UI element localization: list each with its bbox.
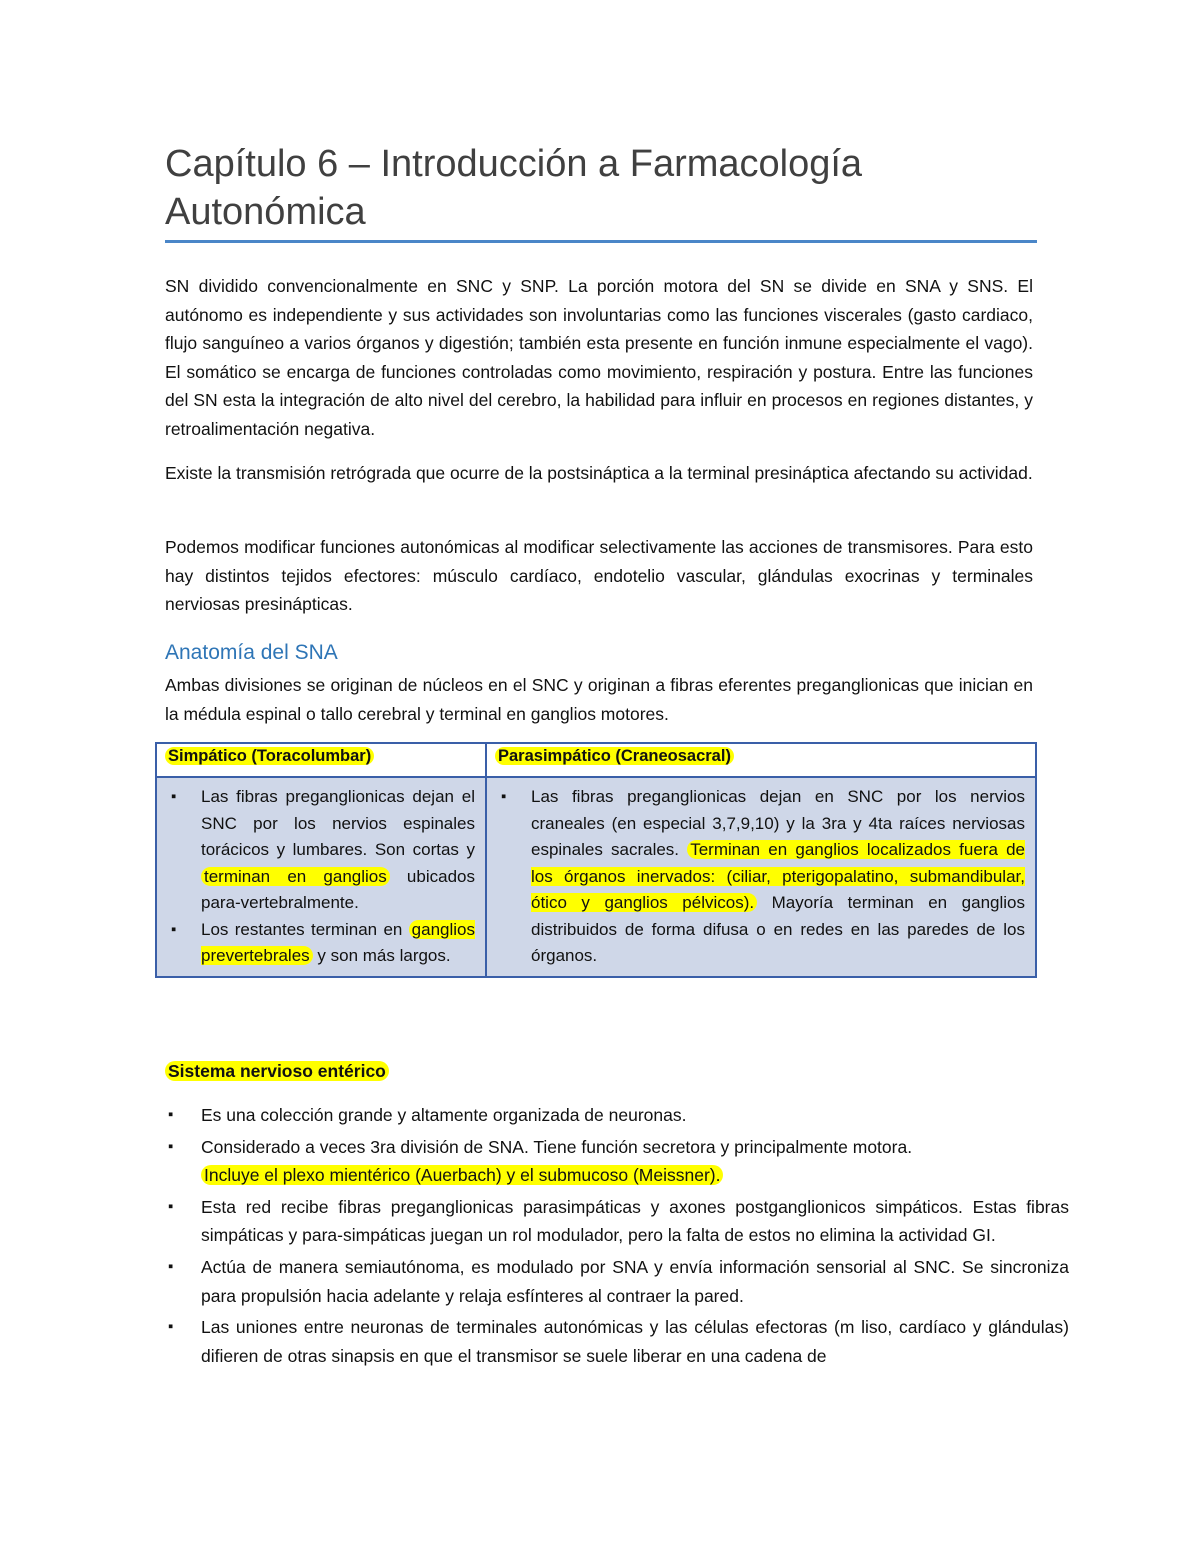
list-item: ▪ Esta red recibe fibras preganglionicas parasimpáticas y axones postganglionicos simpáticos. Estas fibras simpáticas y para-simpáticas juegan un rol modulador, pero la falta de estos no elimina la actividad GI.	[201, 1193, 1069, 1250]
header-highlight: Simpático (Toracolumbar)	[165, 747, 374, 765]
highlight: ganglios prevertebrales	[201, 919, 475, 965]
table-header-parasympathetic	[486, 743, 1036, 777]
table-cell-parasympathetic	[486, 777, 1036, 977]
list-item: ▪ Las fibras preganglionicas dejan en SNC por los nervios craneales (en especial 3,7,9,10) y la 3ra y 4ta raíces nerviosas espinales sacrales. Terminan en ganglios localizados fuera de los órganos inervados: (ciliar, pterigopalatino, submandibular, ótico y ganglios pélvicos). Mayoría terminan en ganglios distribuidos de forma difusa o en redes en las paredes de los órganos.	[531, 784, 1025, 970]
header-highlight: Parasimpático (Craneosacral)	[495, 747, 734, 765]
table-cell-sympathetic	[156, 777, 486, 977]
paragraph-anatomy-intro: Ambas divisiones se originan de núcleos en el SNC y originan a fibras eferentes preganglionicas que inician en la médula espinal o tallo cerebral y terminal en ganglios motores.	[165, 675, 1033, 724]
list-item: ▪ Las fibras preganglionicas dejan el SNC por los nervios espinales torácicos y lumbares. Son cortas y terminan en ganglios ubicados para-vertebralmente.	[201, 784, 475, 917]
highlight: Sistema nervioso entérico	[165, 1061, 389, 1081]
paragraph-modify: Podemos modificar funciones autonómicas al modificar selectivamente las acciones de transmisores. Para esto hay distintos tejidos efectores: músculo cardíaco, endotelio vascular, glándulas exocrinas y terminales nerviosas presinápticas.	[165, 537, 1033, 615]
title-underline	[165, 240, 1037, 243]
list-item: ▪ Las uniones entre neuronas de terminales autonómicas y las células efectoras (m liso, cardíaco y glándulas) difieren de otras sinapsis en que el transmisor se suele liberar en una cadena de	[201, 1313, 1069, 1370]
list-item: ▪ Actúa de manera semiautónoma, es modulado por SNA y envía información sensorial al SNC. Se sincroniza para propulsión hacia adelante y relaja esfínteres al contraer la pared.	[201, 1253, 1069, 1310]
enteric-list	[165, 1101, 1069, 1373]
highlight: terminan en ganglios	[201, 867, 390, 886]
section-heading-anatomy: Anatomía del SNA	[165, 641, 338, 664]
paragraph-retrograde: Existe la transmisión retrógrada que ocurre de la postsináptica a la terminal presináptica afectando su actividad.	[165, 463, 1033, 483]
chapter-title-line2: Autonómica	[165, 191, 366, 233]
table-header-sympathetic	[156, 743, 486, 777]
list-item: ▪ Es una colección grande y altamente organizada de neuronas.	[201, 1101, 1069, 1130]
highlight: Incluye el plexo mientérico (Auerbach) y el submucoso (Meissner).	[201, 1165, 723, 1185]
list-item: ▪ Los restantes terminan en ganglios prevertebrales y son más largos.	[201, 917, 475, 970]
highlight: Terminan en ganglios localizados fuera de los órganos inervados: (ciliar, pterigopalatino, submandibular, ótico y ganglios pélvicos).	[531, 840, 1026, 912]
chapter-title	[165, 140, 1035, 236]
paragraph-intro: SN dividido convencionalmente en SNC y SNP. La porción motora del SN se divide en SNA y SNS. El autónomo es independiente y sus actividades son involuntarias como las funciones viscerales (gasto cardiaco, flujo sanguíneo a varios órganos y digestión; también esta presente en función inmune especialmente el vago). El somático se encarga de funciones controladas como movimiento, respiración y postura. Entre las funciones del SN esta la integración de alto nivel del cerebro, la habilidad para influir en procesos en regiones distantes, y retroalimentación negativa.	[165, 276, 1033, 439]
sna-comparison-table	[155, 742, 1037, 978]
chapter-title-line1: Capítulo 6 – Introducción a Farmacología	[165, 143, 863, 185]
list-item: ▪ Considerado a veces 3ra división de SNA. Tiene función secretora y principalmente motora. Incluye el plexo mientérico (Auerbach) y el submucoso (Meissner).	[201, 1133, 1069, 1190]
section-heading-enteric	[165, 1061, 389, 1082]
